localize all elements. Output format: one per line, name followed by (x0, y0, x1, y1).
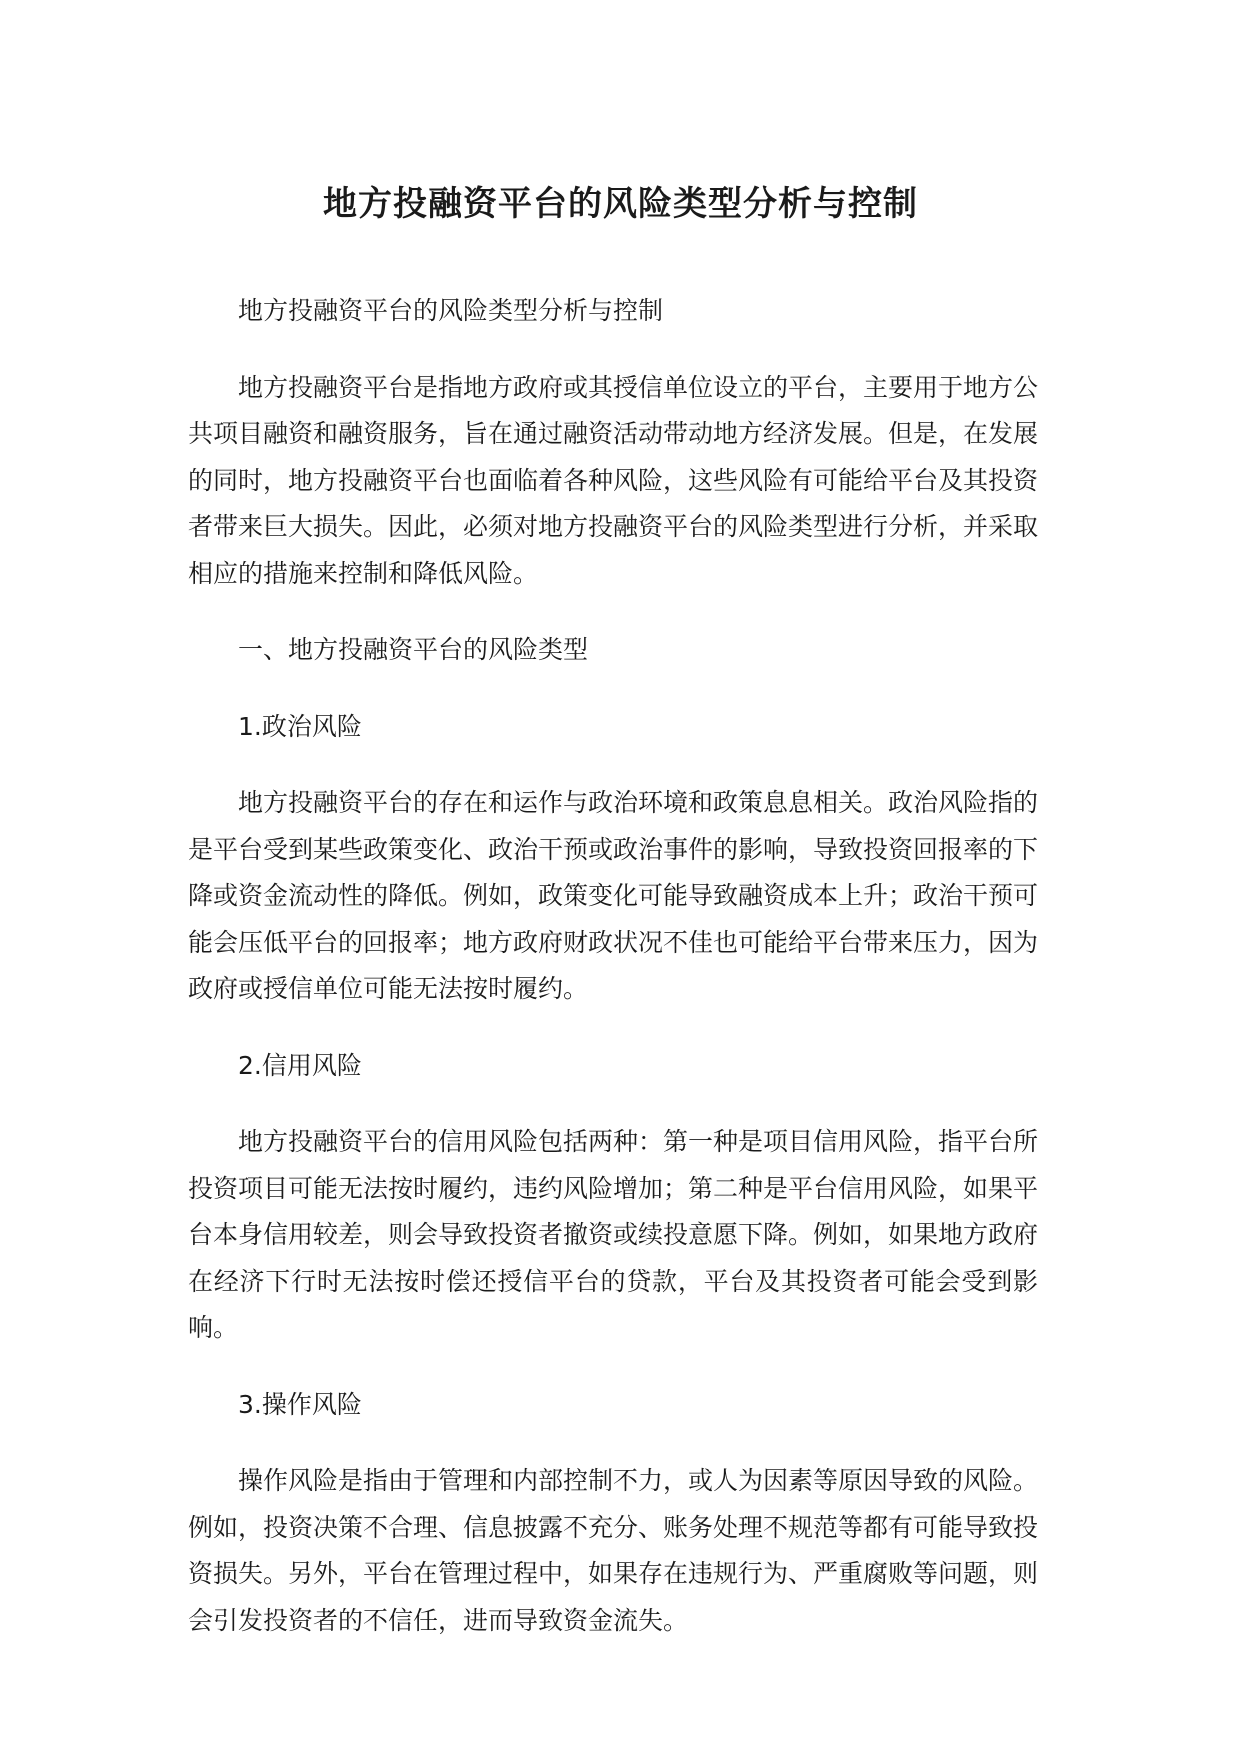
intro-paragraph: 地方投融资平台是指地方政府或其授信单位设立的平台，主要用于地方公共项目融资和融资服务，旨在通过融资活动带动地方经济发展。但是，在发展的同时，地方投融资平台也面临着各种风险，这些风险有可能给平台及其投资者带来巨大损失。因此，必须对地方投融资平台的风险类型进行分析，并采取相应的措施来控制和降低风险。 (188, 372, 1039, 588)
credit-risk-paragraph: 地方投融资平台的信用风险包括两种：第一种是项目信用风险，指平台所投资项目可能无法按时履约，违约风险增加；第二种是平台信用风险，如果平台本身信用较差，则会导致投资者撤资或续投意愿下降。例如，如果地方政府在经济下行时无法按时偿还授信平台的贷款，平台及其投资者可能会受到影响。 (188, 1127, 1039, 1342)
section-heading-risk-types: 一、地方投融资平台的风险类型 (238, 635, 589, 664)
document-title: 地方投融资平台的风险类型分析与控制 (323, 184, 918, 224)
subheading-operational-risk: 3.操作风险 (238, 1389, 362, 1419)
operational-risk-paragraph: 操作风险是指由于管理和内部控制不力，或人为因素等原因导致的风险。例如，投资决策不合理、信息披露不充分、账务处理不规范等都有可能导致投资损失。另外，平台在管理过程中，如果存在违规行为、严重腐败等问题，则会引发投资者的不信任，进而导致资金流失。 (188, 1466, 1039, 1635)
political-risk-paragraph: 地方投融资平台的存在和运作与政治环境和政策息息相关。政治风险指的是平台受到某些政策变化、政治干预或政治事件的影响，导致投资回报率的下降或资金流动性的降低。例如，政策变化可能导致融资成本上升；政治干预可能会压低平台的回报率；地方政府财政状况不佳也可能给平台带来压力，因为政府或授信单位可能无法按时履约。 (188, 788, 1039, 1003)
subheading-credit-risk: 2.信用风险 (238, 1050, 362, 1080)
document-body (188, 288, 1038, 1674)
subtitle-paragraph: 地方投融资平台的风险类型分析与控制 (238, 296, 664, 325)
subheading-political-risk: 1.政治风险 (238, 711, 362, 741)
